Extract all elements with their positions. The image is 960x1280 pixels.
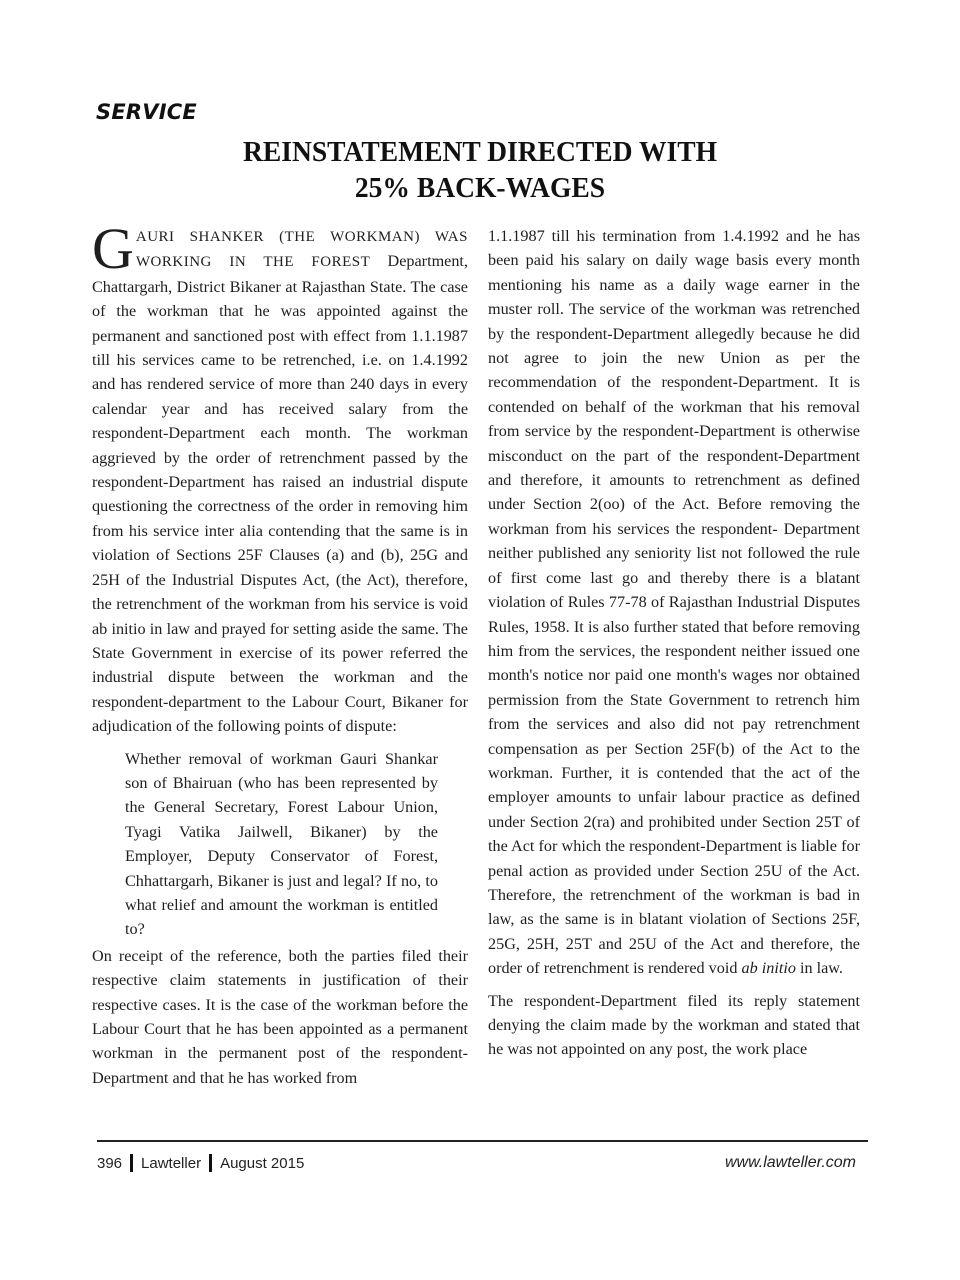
dispute-reference-quote: Whether removal of workman Gauri Shankar son of Bhairuan (who has been represented by the General Secretary, Forest Labour Union, Tyagi Vatika Jailwell, Bikaner) by the Employer, Deputy Conservator of Forest, Chhattargarh, Bikaner is just and legal? If no, to what relief and amount the workman is entitled to? bbox=[125, 749, 438, 939]
latin-term: ab initio bbox=[741, 959, 796, 978]
title-line-2: 25% BACK-WAGES bbox=[354, 172, 606, 204]
publication-name: Lawteller bbox=[141, 1154, 202, 1172]
workman-case-text: 1.1.1987 till his termination from 1.4.1992 and he has been paid his salary on daily wage basis every month mentioning his name as a daily wage earner in the muster roll. The service of the workman was retrenched by the respondent-Department allegedly because he did not agree to join the new Union as per the recommendation of the respondent-Department. It is contended on behalf of the workman that his removal from service by the respondent-Department is otherwise misconduct on the part of the respondent-Department and therefore, it amounts to retrenchment as defined under Section 2(oo) of the Act. Before removing the workman from his services the respondent- Department neither published any seniority list not followed the rule of first come last go and thereby there is a blatant violation of Rules 77-78 of Rajasthan Industrial Disputes Rules, 1958. It is also further stated that before removing him from the services, the respondent neither issued one month's notice nor paid one month's wages nor obtained permission from the State Government to retrench him from the services and also did not pay retrenchment compensation as per Section 25F(b) of the Act to the workman. Further, it is contended that the act of the employer amounts to unfair labour practice as defined under Section 2(ra) and prohibited under Section 25T of the Act for which the respondent-Department is liable for penal action as provided under Section 25U of the Act. Therefore, the retrenchment of the workman is bad in law, as the same is in blatant violation of Sections 25F, 25G, 25H, 25T and 25U of the Act and therefore, the order of retrenchment is rendered void bbox=[488, 227, 860, 978]
opening-caps: AURI SHANKER (THE WORKMAN) WAS WORKING IN THE FOREST bbox=[135, 229, 468, 271]
separator-bar bbox=[130, 1154, 133, 1172]
paragraph-claim-statements: On receipt of the reference, both the parties filed their respective claim statements in justification of their respective cases. It is the case of the workman before the Labour Court that he has been appointed as a permanent workman in the permanent post of the respondent-Department and that he has worked from bbox=[92, 946, 468, 1087]
section-label: SERVICE bbox=[96, 100, 197, 124]
footer-divider bbox=[97, 1140, 868, 1142]
paragraph-intro bbox=[92, 216, 468, 739]
title-line-1: REINSTATEMENT DIRECTED WITH bbox=[242, 136, 718, 168]
paragraph-workman-case bbox=[488, 224, 860, 981]
page-number: 396 bbox=[97, 1154, 123, 1172]
website-link[interactable]: www.lawteller.com bbox=[725, 1154, 856, 1171]
right-column bbox=[488, 224, 860, 1062]
separator-bar bbox=[209, 1154, 212, 1172]
paragraph-reply-statement: The respondent-Department filed its reply statement denying the claim made by the workman and stated that he was not appointed on any post, the work place bbox=[488, 991, 860, 1059]
intro-body: Department, Chattargarh, District Bikaner at Rajasthan State. The case of the workman that he was appointed against the permanent and sanctioned post with effect from 1.1.1987 till his services came to be retrenched, i.e. on 1.4.1992 and has rendered service of more than 240 days in every calendar year and has received salary from the respondent-Department each month. The workman aggrieved by the order of retrenchment passed by the respondent-Department has raised an industrial dispute questioning the correctness of the order in removing him from his service inter alia contending that the same is in violation of Sections 25F Clauses (a) and (b), 25G and 25H of the Industrial Disputes Act, (the Act), therefore, the retrenchment of the workman from his service is void ab initio in law and prayed for setting aside the same. The State Government in exercise of its power referred the industrial dispute between the workman and the respondent-department to the Labour Court, Bikaner for adjudication of the following points of dispute: bbox=[92, 252, 468, 736]
workman-case-end: in law. bbox=[795, 959, 843, 978]
article-title bbox=[24, 134, 936, 206]
drop-cap: G bbox=[92, 216, 134, 281]
issue-date: August 2015 bbox=[220, 1154, 305, 1172]
left-column bbox=[92, 216, 468, 1090]
